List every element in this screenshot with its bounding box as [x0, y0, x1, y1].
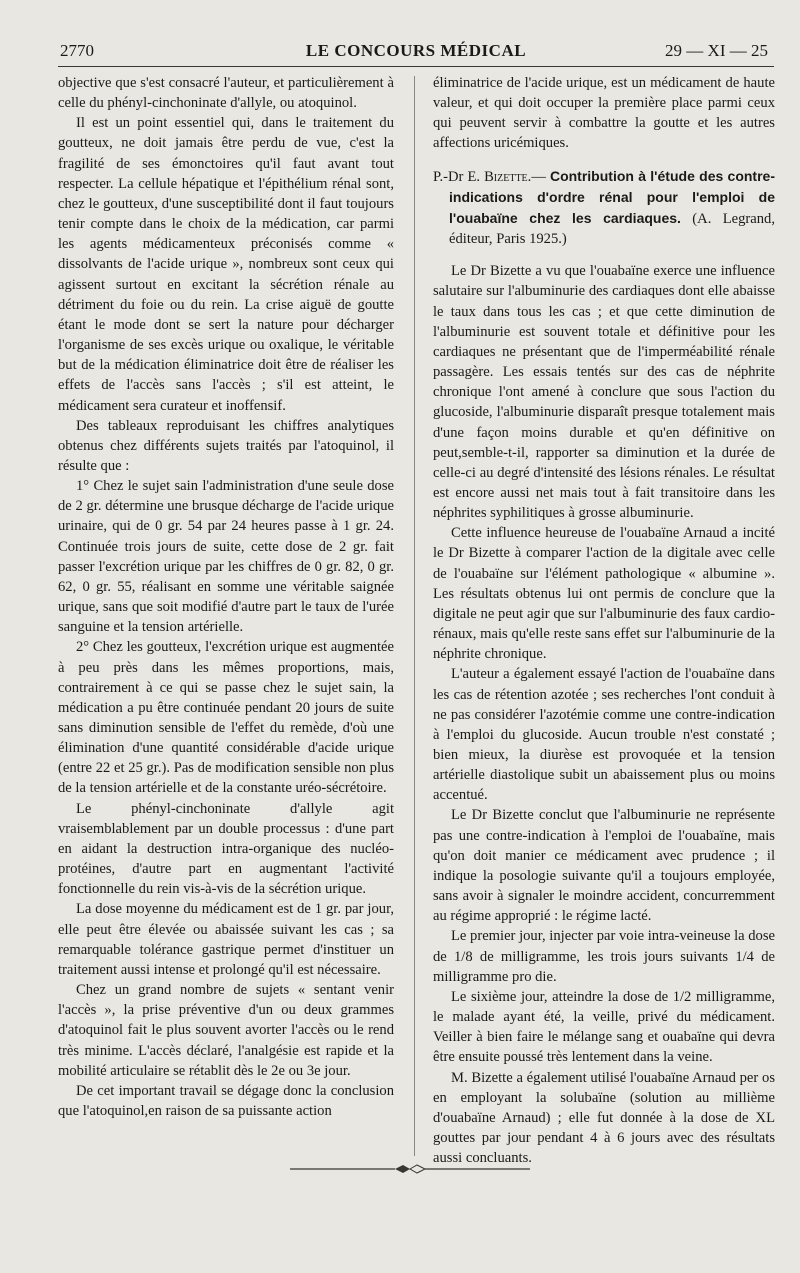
paragraph: Il est un point essentiel qui, dans le traitement du goutteux, ne doit jamais être perdu de vue, c'est la fragilité de ses émonctoires qu'il faut avant tout respecter. La cellule hépatique et l'épithélium rénal sont, chez le goutteux, d'une susceptibilité dont il faut toujours tenir compte dans le choix de la médication, car parmi les agents médicamenteux préconisés comme « dissolvants de l'acide urique », nombreux sont ceux qui agissent surtout en excitant la sécrétion rénale au détriment du foie ou du rein. La crise aiguë de goutte étant le mode dont se sert la nature pour décharger l'organisme de ses excès urique ou oxalique, le véritable but de la médication éliminatrice doit être de réaliser les effets de l'accès sans l'accès ; s'il est atteint, le médicament sera curateur et inoffensif.	[58, 115, 394, 414]
header-rule	[58, 66, 774, 67]
paragraph: Le Dr Bizette a vu que l'ouabaïne exerce une influence salutaire sur l'albuminurie des cardiaques dont elle abaisse le taux dans tous les cas ; et que cette diminution de l'albuminurie est souvent totale et définitive pour les cardiaques ne présentant que de l'imperméabilité rénale passagère. Les essais tentés sur des cas de néphrite chronique l'ont amené à conclure que sous l'action du glucoside, l'albuminurie disparaît presque totalement mais d'une façon moins durable et qu'en définitive on peut,semble-t-il, rapporter sa diminution et la durée de celle-ci au degré d'intensité des lésions rénales. Le résultat est encore aussi net mais tout à fait transitoire dans les néphrites syphilitiques à grosse albuminurie.	[433, 263, 775, 522]
end-ornament	[290, 1162, 530, 1176]
right-column	[433, 73, 775, 1168]
entry-prefix: P.-Dr E.	[433, 168, 485, 185]
paragraph: La dose moyenne du médicament est de 1 gr. par jour, elle peut être élevée ou abaissée suivant les cas ; sa remarquable tolérance gastrique permet d'instituer un traitement aussi intense et prolongé qu'il est nécessaire.	[58, 901, 394, 978]
paragraph: 1° Chez le sujet sain l'administration d'une seule dose de 2 gr. détermine une brusque décharge de l'acide urique urinaire, qui de 0 gr. 54 par 24 heures passe à 1 gr. 24. Continuée trois jours de suite, cette dose de 2 gr. fait passer l'excrétion urique par les chiffres de 0 gr. 82, 0 gr. 62, 0 gr. 55, réalisant en somme une véritable saignée urique, sans que soit modifié d'autre part le taux de l'urée sanguine et la tension artérielle.	[58, 478, 394, 636]
bibliographic-entry	[433, 166, 775, 250]
paragraph: Le premier jour, injecter par voie intra-veineuse la dose de 1/8 de milligramme, les trois jours suivants 1/4 de milligramme pro die.	[433, 928, 775, 985]
paragraph: Le Dr Bizette conclut que l'albuminurie ne représente pas une contre-indication à l'emploi de l'ouabaïne, mais qu'on doit manier ce médicament avec prudence ; il indique la posologie suivante qu'il a toujours employée, sans avoir à signaler le moindre accident, concurremment au régime approprié : le régime lacté.	[433, 807, 775, 925]
entry-dash: —	[531, 168, 550, 185]
entry-author: Bizette.	[484, 168, 532, 185]
paragraph: Le phényl-cinchoninate d'allyle agit vraisemblablement par un double processus : d'une part en aidant la destruction intra-organique des nucléo-protéines, d'autre part en augmentant l'activité fonctionnelle du rein vis-à-vis de la sécrétion urique.	[58, 800, 394, 898]
issue-date: 29 — XI — 25	[665, 41, 768, 60]
paragraph: Cette influence heureuse de l'ouabaïne Arnaud a incité le Dr Bizette à comparer l'action de la digitale avec celle de l'ouabaïne sur l'élément pathologique « albumine ». Les résultats obtenus lui ont permis de conclure que la digitale ne peut agir que sur l'albuminurie des faux cardio-rénaux, mais qu'elle reste sans effet sur l'albuminurie de la néphrite chronique.	[433, 525, 775, 663]
page-header	[60, 41, 772, 67]
paragraph: Chez un grand nombre de sujets « sentant venir l'accès », la prise préventive d'un ou deux grammes d'atoquinol fait le plus souvent avorter l'accès ou le rend très minime. L'accès déclaré, l'analgésie est rapide et la mobilité articulaire se rétablit dès le 2e ou 3e jour.	[58, 982, 394, 1079]
paragraph: 2° Chez les goutteux, l'excrétion urique est augmentée à peu près dans les mêmes proportions, mais, contrairement à ce qui se passe chez le sujet sain, la médication a pu être continuée pendant 20 jours de suite sans diminution sensible de l'effet du remède, d'où une élimination d'une quantité considérable d'acide urique (entre 22 et 25 gr.). Pas de modification sensible non plus de la tension artérielle et de la constante uréo-sécrétoire.	[58, 639, 394, 797]
paragraph: L'auteur a également essayé l'action de l'ouabaïne dans les cas de rétention azotée ; ses recherches l'ont conduit à ne pas considérer l'azotémie comme une contre-indication à l'emploi du glucoside. Aucun trouble n'est constaté ; bien mieux, la diurèse est provoquée et la tension artérielle diastolique subit un abaissement plus ou moins accentué.	[433, 666, 775, 804]
page-number: 2770	[60, 41, 94, 60]
entry-publisher: (A. Legrand, éditeur, Paris 1925.)	[449, 210, 775, 248]
paragraph: M. Bizette a également utilisé l'ouabaïne Arnaud per os en employant la solubaïne (solution au millième d'ouabaïne Arnaud) ; elle fut donnée à la dose de XL gouttes par jour pendant 4 à 6 jours avec des résultats aussi concluants.	[433, 1069, 775, 1167]
journal-title: LE CONCOURS MÉDICAL	[305, 41, 527, 60]
paragraph: Des tableaux reproduisant les chiffres analytiques obtenus chez différents sujets traités par l'atoquinol, il résulte que :	[58, 417, 394, 474]
paragraph: éliminatrice de l'acide urique, est un médicament de haute valeur, et qui doit occuper la première place parmi ceux qui peuvent servir à combattre la goutte et les autres affections uricémiques.	[433, 75, 775, 152]
paragraph: Le sixième jour, atteindre la dose de 1/2 milligramme, le malade ayant été, la veille, privé du médicament. Veiller à bien faire le mélange sang et ouabaïne qui devra être ensuite poussé très lentement dans la veine.	[433, 988, 775, 1066]
paragraph: De cet important travail se dégage donc la conclusion que l'atoquinol,en raison de sa puissante action	[58, 1082, 394, 1119]
entry-title: Contribution à l'étude des contre-indications d'ordre rénal pour l'emploi de l'ouabaïne chez les cardiaques.	[449, 167, 775, 226]
column-separator	[414, 76, 415, 1156]
paragraph: objective que s'est consacré l'auteur, et particulièrement à celle du phényl-cinchoninate d'allyle, ou atoquinol.	[58, 75, 394, 112]
left-column	[58, 73, 394, 1121]
